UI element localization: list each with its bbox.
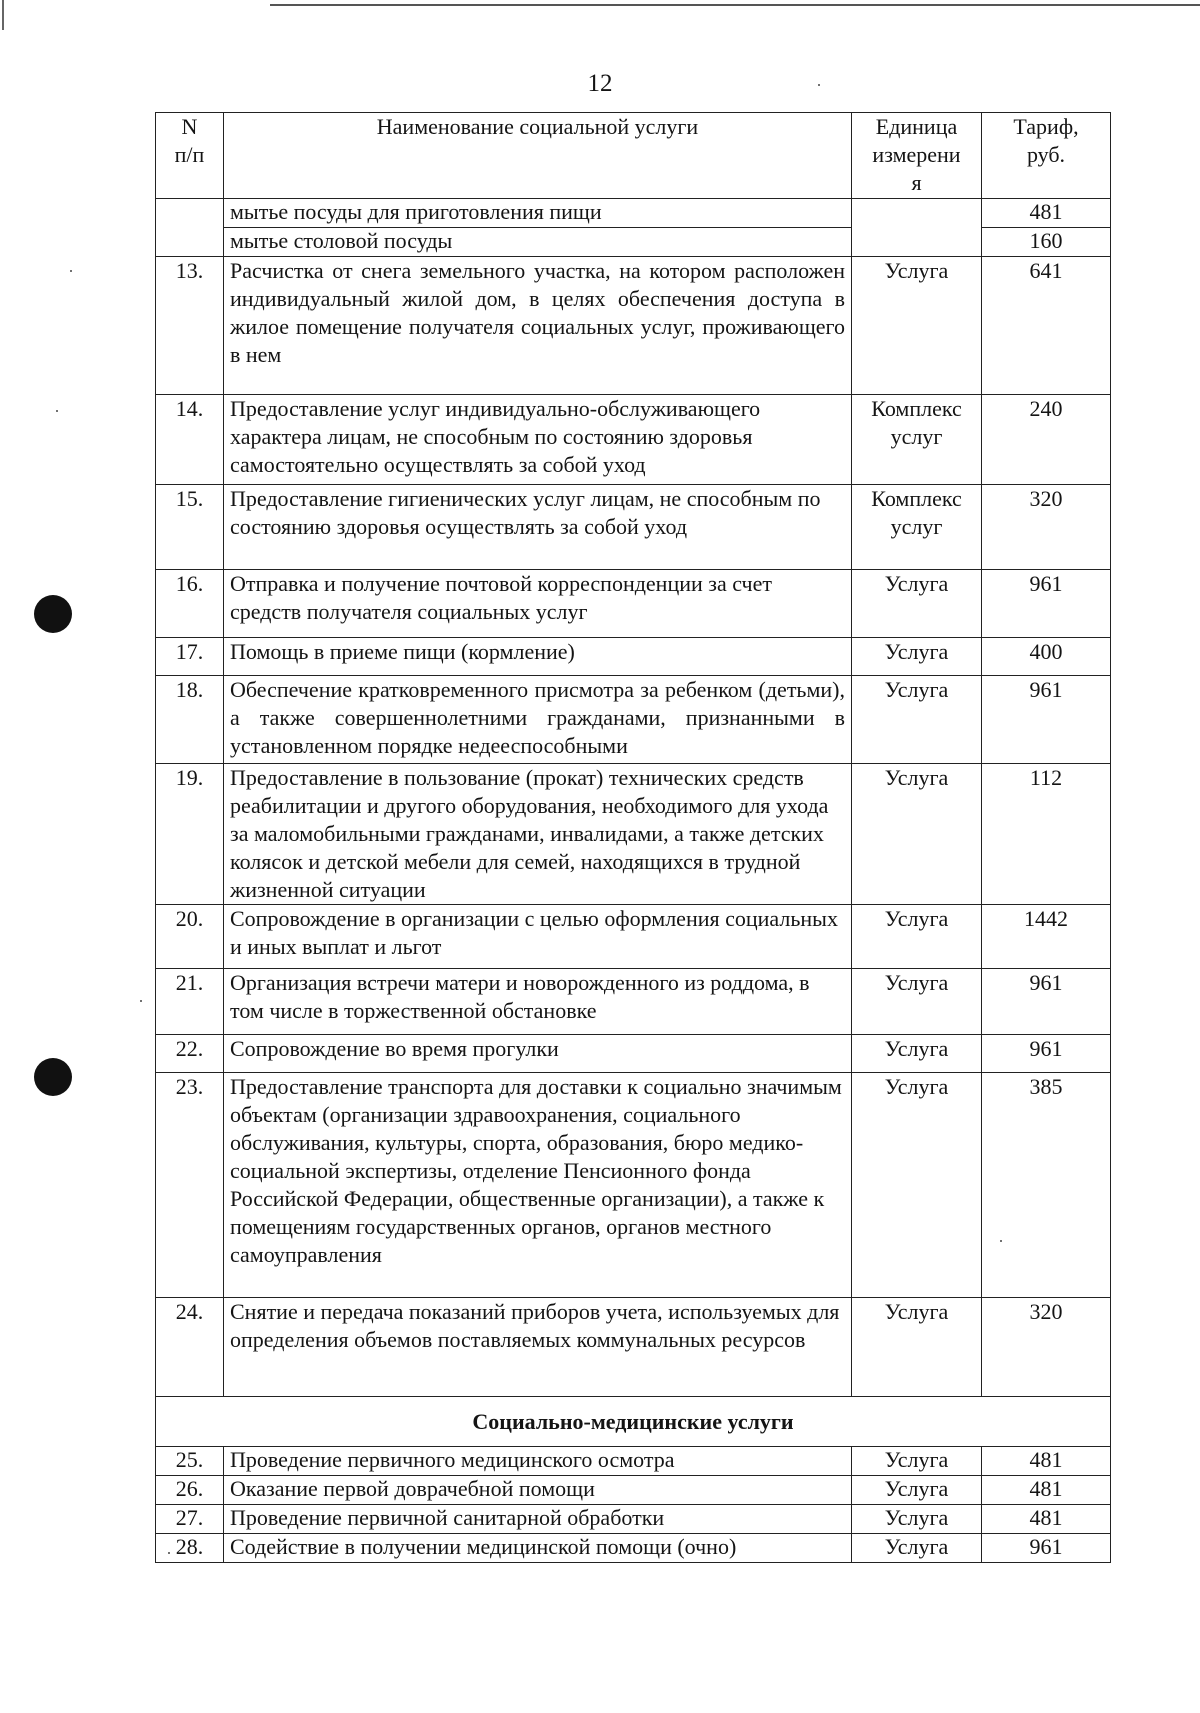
row-tariff: 961 [982, 969, 1111, 1035]
scan-speck [140, 1000, 142, 1002]
row-tariff: 385 [982, 1073, 1111, 1298]
row-unit: Услуга [852, 764, 982, 905]
row-service-name: Снятие и передача показаний приборов учета, используемых для определения объемов поставляемых коммунальных ресурсов [224, 1298, 852, 1397]
table-row [156, 638, 1111, 676]
scan-border-left [2, 0, 4, 30]
table-row [156, 764, 1111, 905]
row-service-name: Отправка и получение почтовой корреспонденции за счет средств получателя социальных услуг [224, 570, 852, 638]
row-service-name: Содействие в получении медицинской помощи (очно) [224, 1534, 852, 1563]
row-unit: Услуга [852, 257, 982, 395]
table-row [156, 485, 1111, 570]
table-row [156, 395, 1111, 485]
row-service-name: Предоставление транспорта для доставки к социально значимым объектам (организации здравоохранения, социального обслуживания, культуры, спорта, образования, бюро медико-социальной экспертизы, отделение Пенсионного фонда Российской Федерации, общественные организации), а также к помещениям государственных органов, органов местного самоуправления [224, 1073, 852, 1298]
row-number: 24. [156, 1298, 224, 1397]
table-row [156, 969, 1111, 1035]
table-row [156, 905, 1111, 969]
table-row [156, 257, 1111, 395]
row-number: 27. [156, 1505, 224, 1534]
row-tariff: 400 [982, 638, 1111, 676]
row-unit: Комплекс услуг [852, 485, 982, 570]
row-tariff: 961 [982, 1035, 1111, 1073]
row-number: 14. [156, 395, 224, 485]
row-number: 28. [156, 1534, 224, 1563]
row-tariff: 481 [982, 1476, 1111, 1505]
row-service-name: Сопровождение в организации с целью оформления социальных и иных выплат и льгот [224, 905, 852, 969]
row-tariff: 481 [982, 1505, 1111, 1534]
row-unit: Услуга [852, 905, 982, 969]
row-service-name: Проведение первичной санитарной обработки [224, 1505, 852, 1534]
tariff-table [155, 112, 1111, 1563]
header-name: Наименование социальной услуги [224, 113, 852, 199]
row-unit: Комплекс услуг [852, 395, 982, 485]
row-service-name: Предоставление в пользование (прокат) технических средств реабилитации и другого оборудования, необходимого для ухода за маломобильными гражданами, инвалидами, а также детских колясок и детской мебели для семей, находящихся в трудной жизненной ситуации [224, 764, 852, 905]
punch-hole-lower [34, 1058, 72, 1096]
row-service-name: Расчистка от снега земельного участка, на котором расположен индивидуальный жилой дом, в целях обеспечения доступа в жилое помещение получателя социальных услуг, проживающего в нем [224, 257, 852, 395]
row-unit: Услуга [852, 1035, 982, 1073]
page-number: 12 [587, 70, 613, 97]
row-service-name: Предоставление гигиенических услуг лицам, не способным по состоянию здоровья осуществлять за собой уход [224, 485, 852, 570]
table-row [156, 1447, 1111, 1476]
row-tariff: 961 [982, 570, 1111, 638]
section-row [156, 1397, 1111, 1447]
row-unit: Услуга [852, 638, 982, 676]
row-number: 19. [156, 764, 224, 905]
table-row [156, 1298, 1111, 1397]
table-row [156, 676, 1111, 764]
continuation-tariff: 481 [982, 199, 1111, 228]
row-unit: Услуга [852, 1298, 982, 1397]
row-tariff: 320 [982, 485, 1111, 570]
row-unit: Услуга [852, 1476, 982, 1505]
row-number: 16. [156, 570, 224, 638]
table-header-row [156, 113, 1111, 199]
continuation-unit-cell [852, 199, 982, 257]
row-unit: Услуга [852, 1505, 982, 1534]
row-number: 25. [156, 1447, 224, 1476]
row-tariff: 641 [982, 257, 1111, 395]
row-unit: Услуга [852, 676, 982, 764]
header-tariff: Тариф, руб. [982, 113, 1111, 199]
row-service-name: Проведение первичного медицинского осмотра [224, 1447, 852, 1476]
continuation-tariff: 160 [982, 228, 1111, 257]
table-row [156, 1476, 1111, 1505]
table-row [156, 1073, 1111, 1298]
row-tariff: 240 [982, 395, 1111, 485]
row-tariff: 320 [982, 1298, 1111, 1397]
header-num: N п/п [156, 113, 224, 199]
row-number: 26. [156, 1476, 224, 1505]
row-tariff: 481 [982, 1447, 1111, 1476]
scan-speck [56, 410, 58, 412]
continuation-num-cell [156, 199, 224, 257]
row-unit: Услуга [852, 570, 982, 638]
row-number: 15. [156, 485, 224, 570]
row-unit: Услуга [852, 1534, 982, 1563]
row-unit: Услуга [852, 969, 982, 1035]
section-title: Социально-медицинские услуги [156, 1397, 1111, 1447]
row-service-name: Помощь в приеме пищи (кормление) [224, 638, 852, 676]
row-tariff: 1442 [982, 905, 1111, 969]
row-service-name: Предоставление услуг индивидуально-обслуживающего характера лицам, не способным по состоянию здоровья самостоятельно осуществлять за собой уход [224, 395, 852, 485]
table-row [156, 1035, 1111, 1073]
row-tariff: 961 [982, 676, 1111, 764]
row-number: 21. [156, 969, 224, 1035]
row-service-name: Организация встречи матери и новорожденного из роддома, в том числе в торжественной обстановке [224, 969, 852, 1035]
row-unit: Услуга [852, 1073, 982, 1298]
row-number: 20. [156, 905, 224, 969]
continuation-name: мытье столовой посуды [224, 228, 852, 257]
row-service-name: Обеспечение кратковременного присмотра за ребенком (детьми), а также совершеннолетними гражданами, признанными в установленном порядке недееспособными [224, 676, 852, 764]
scan-speck [70, 270, 72, 272]
row-service-name: Оказание первой доврачебной помощи [224, 1476, 852, 1505]
row-number: 22. [156, 1035, 224, 1073]
row-number: 17. [156, 638, 224, 676]
table-row [156, 1534, 1111, 1563]
row-number: 23. [156, 1073, 224, 1298]
row-number: 13. [156, 257, 224, 395]
table-row [156, 570, 1111, 638]
row-tariff: 961 [982, 1534, 1111, 1563]
scan-border-top [270, 4, 1200, 6]
row-service-name: Сопровождение во время прогулки [224, 1035, 852, 1073]
table-row [156, 1505, 1111, 1534]
row-number: 18. [156, 676, 224, 764]
row-tariff: 112 [982, 764, 1111, 905]
continuation-row [156, 199, 1111, 228]
continuation-name: мытье посуды для приготовления пищи [224, 199, 852, 228]
row-unit: Услуга [852, 1447, 982, 1476]
punch-hole-upper [34, 595, 72, 633]
header-unit: Единица измерени я [852, 113, 982, 199]
tariff-table-body [156, 113, 1111, 1563]
